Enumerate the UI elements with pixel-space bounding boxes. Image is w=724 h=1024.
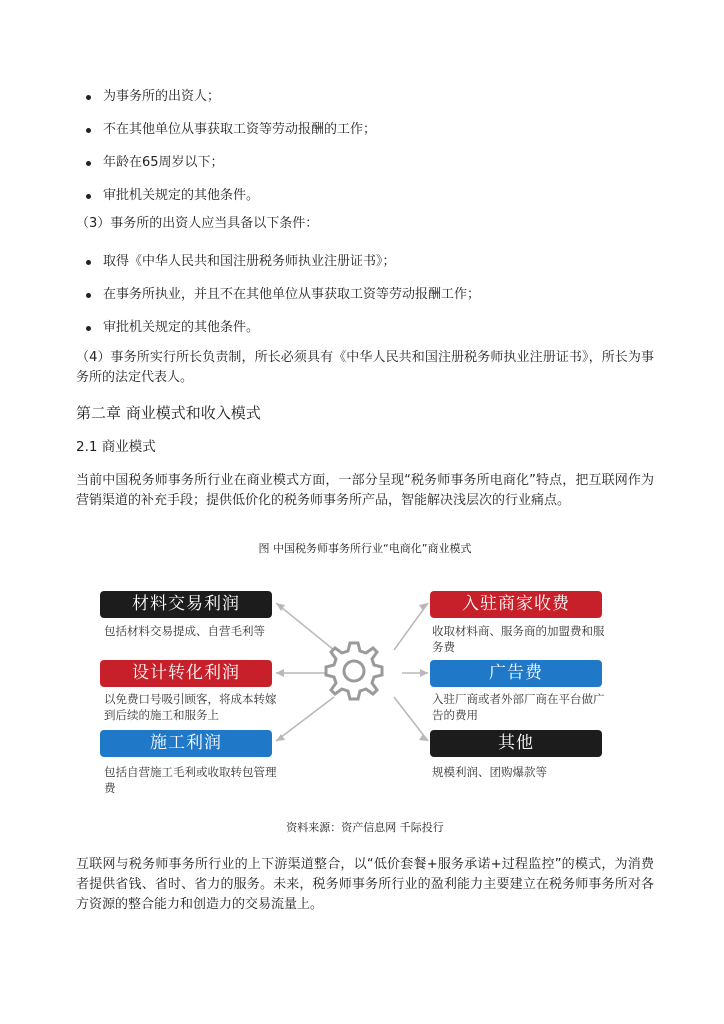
gear-icon [320, 637, 388, 705]
business-model-figure [94, 575, 614, 795]
list-item [86, 286, 480, 304]
pill-ad-fee: 广告费 [430, 660, 602, 687]
desc-design-profit: 以免费口号吸引顾客，将成本转嫁到后续的施工和服务上 [104, 692, 277, 722]
figure-source: 资料来源：资产信息网 千际投行 [286, 821, 444, 834]
list-item [86, 121, 376, 139]
bullet-dot [86, 326, 91, 331]
list-item [86, 154, 224, 172]
section-title: 2.1 商业模式 [76, 439, 156, 455]
bullet-dot [86, 95, 91, 100]
list-item-text: 为事务所的出资人； [103, 89, 221, 104]
desc-other: 规模利润、团购爆款等 [432, 765, 547, 779]
bullet-dot [86, 194, 91, 199]
chapter-title: 第二章 商业模式和收入模式 [76, 404, 261, 422]
pill-other: 其他 [430, 730, 602, 757]
list-item-text: 审批机关规定的其他条件。 [103, 320, 260, 335]
bullet-dot [86, 128, 91, 133]
bullet-dot [86, 260, 91, 265]
desc-material-profit: 包括材料交易提成、自营毛利等 [104, 624, 265, 638]
bullet-dot [86, 293, 91, 298]
pill-merchant-fee: 入驻商家收费 [430, 591, 602, 618]
closing-paragraph: 互联网与税务师事务所行业的上下游渠道整合，以“低价套餐+服务承诺+过程监控”的模式，为消费者提供省钱、省时、省力的服务。未来，税务师事务所行业的盈利能力主要建立在税务师事务所对各方资源的整合能力和创造力的交易流量上。 [76, 857, 654, 912]
intro-paragraph: 当前中国税务师事务所行业在商业模式方面，一部分呈现“税务师事务所电商化”特点，把互联网作为营销渠道的补充手段；提供低价化的税务师事务所产品，智能解决浅层次的行业痛点。 [76, 473, 654, 508]
desc-ad-fee: 入驻厂商或者外部厂商在平台做广告的费用 [432, 692, 605, 722]
list-item-text: 取得《中华人民共和国注册税务师执业注册证书》； [103, 254, 396, 269]
list-item-text: 年龄在65周岁以下； [103, 155, 224, 170]
bullet-dot [86, 161, 91, 166]
list-item-text: 审批机关规定的其他条件。 [103, 188, 260, 203]
list-item [86, 88, 220, 106]
figure-caption: 图 中国税务师事务所行业“电商化”商业模式 [258, 542, 472, 555]
list-item [86, 319, 259, 337]
paragraph-3: （3）事务所的出资人应当具备以下条件： [76, 216, 319, 231]
list-item [86, 253, 396, 271]
pill-design-profit: 设计转化利润 [100, 660, 272, 687]
list-item [86, 187, 259, 205]
list-item-text: 不在其他单位从事获取工资等劳动报酬的工作； [103, 122, 377, 137]
desc-merchant-fee: 收取材料商、服务商的加盟费和服务费 [432, 624, 605, 654]
paragraph-4: （4）事务所实行所长负责制，所长必须具有《中华人民共和国注册税务师执业注册证书》，所长为事务所的法定代表人。 [76, 350, 654, 385]
list-item-text: 在事务所执业，并且不在其他单位从事获取工资等劳动报酬工作； [103, 287, 481, 302]
pill-construction-profit: 施工利润 [100, 730, 272, 757]
desc-construction-profit: 包括自营施工毛利或收取转包管理费 [104, 765, 277, 795]
pill-material-profit: 材料交易利润 [100, 591, 272, 618]
